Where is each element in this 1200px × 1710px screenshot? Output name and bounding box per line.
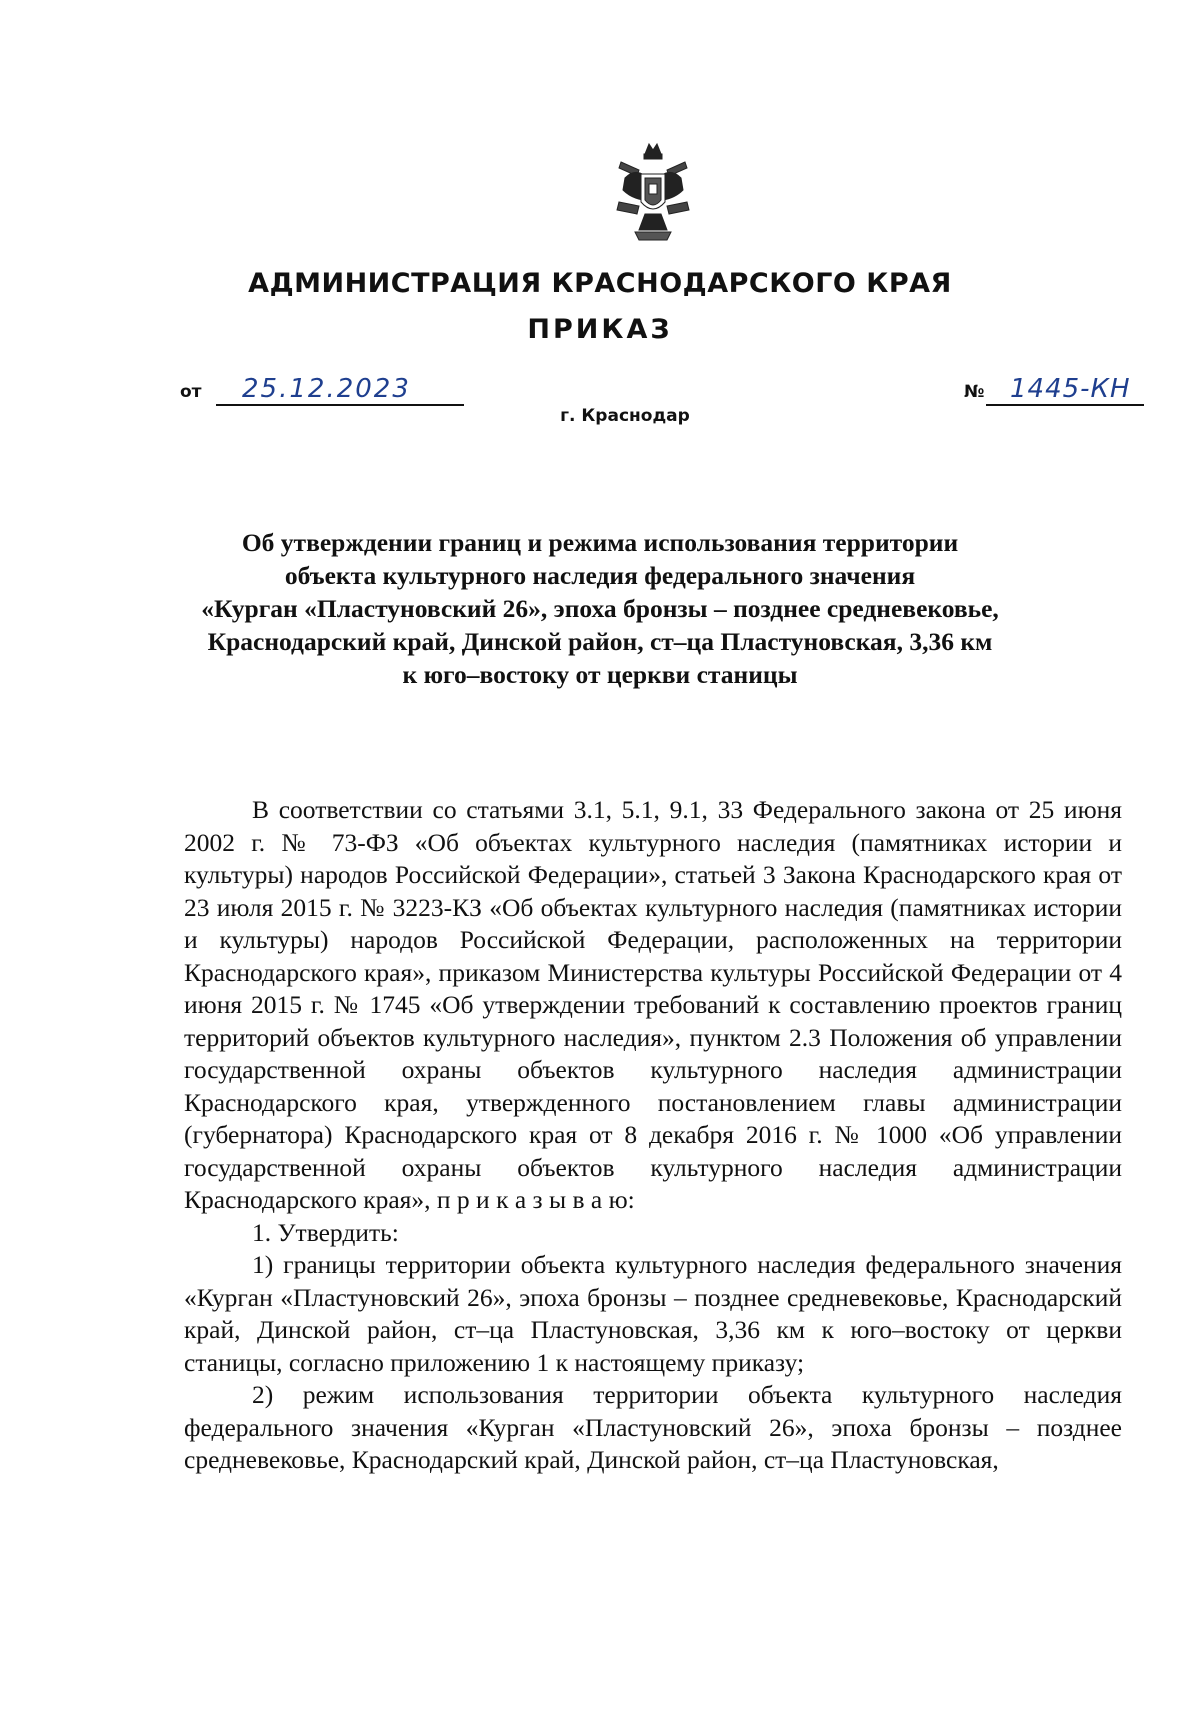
number-underline — [986, 404, 1144, 406]
organization-title: АДМИНИСТРАЦИЯ КРАСНОДАРСКОГО КРАЯ — [248, 268, 952, 299]
date-label: от — [180, 382, 202, 402]
number-field — [964, 374, 1131, 404]
subject-line: Об утверждении границ и режима использования территории — [241, 528, 959, 557]
item-1-heading: 1. Утвердить: — [252, 1217, 399, 1247]
item-1-1-paragraph: 1) границы территории объекта культурного наследия федерального значения «Курган «Пластуновский 26», эпоха бронзы – позднее средневековье, Краснодарский край, Динской район, ст–ца Пластуновская, 3,36 км к юго–востоку от церкви станицы, согласно приложению 1 к настоящему приказу; — [184, 1250, 1122, 1377]
date-field — [180, 374, 411, 404]
item-1-2-paragraph: 2) режим использования территории объекта культурного наследия федерального значения «Курган «Пластуновский 26», эпоха бронзы – позднее средневековье, Краснодарский край, Динской район, ст–ца Пластуновская, — [184, 1380, 1122, 1474]
number-label: № — [964, 382, 985, 402]
subject-line: «Курган «Пластуновский 26», эпоха бронзы – позднее средневековье, — [201, 594, 999, 623]
subject-line: объекта культурного наследия федерального значения — [284, 561, 916, 590]
document-type-title: ПРИКАЗ — [527, 314, 673, 345]
city-label: г. Краснодар — [560, 406, 690, 426]
coat-of-arms-emblem — [615, 140, 691, 244]
subject-line: к юго–востоку от церкви станицы — [402, 660, 798, 689]
document-body — [184, 794, 1122, 1477]
preamble-paragraph: В соответствии со статьями 3.1, 5.1, 9.1, 33 Федерального закона от 25 июня 2002 г. № 73-ФЗ «Об объектах культурного наследия (памятниках истории и культуры) народов Российской Федерации», статьей 3 Закона Краснодарского края от 23 июля 2015 г. № 3223-КЗ «Об объектах культурного наследия (памятниках истории и культуры) народов Российской Федерации, расположенных на территории Краснодарского края», приказом Министерства культуры Российской Федерации от 4 июня 2015 г. № 1745 «Об утверждении требований к составлению проектов границ территорий объектов культурного наследия», пунктом 2.3 Положения об управлении государственной охраны объектов культурного наследия администрации Краснодарского края, утвержденного постановлением главы администрации (губернатора) Краснодарского края от 8 декабря 2016 г. № 1000 «Об управлении государственной охраны объектов культурного наследия администрации Краснодарского края», п р и к а з ы в а ю: — [184, 795, 1122, 1214]
subject-line: Краснодарский край, Динской район, ст–ца Пластуновская, 3,36 км — [207, 627, 993, 656]
date-handwritten-value: 25.12.2023 — [242, 374, 411, 404]
document-subject — [150, 526, 1050, 691]
number-handwritten-value: 1445-КН — [1010, 374, 1131, 404]
